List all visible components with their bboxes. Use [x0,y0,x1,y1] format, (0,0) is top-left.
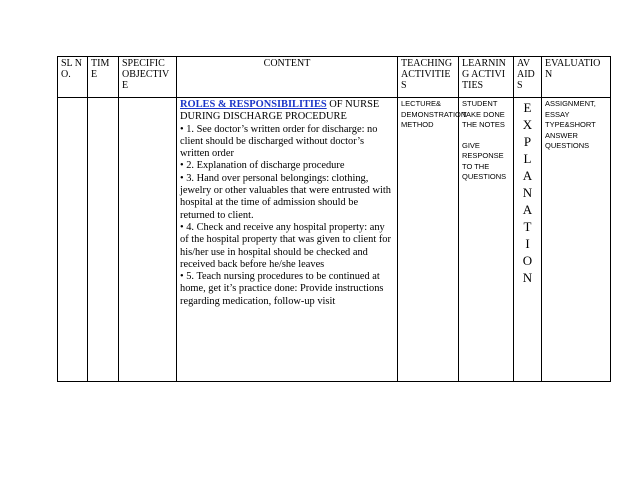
header-time: TIME [88,57,119,98]
header-row [58,57,611,98]
cell-evaluation: ASSIGNMENT, ESSAY TYPE&SHORT ANSWER QUESTIONS [542,98,611,382]
header-evaluation: EVALUATION [542,57,611,98]
header-specific-objective: SPECIFIC OBJECTIVE [119,57,177,98]
av-letter: O [522,253,533,268]
content-row [58,98,611,382]
learning-gap [462,131,510,141]
content-heading [180,99,379,122]
content-point-4: • 4. Check and receive any hospital property: any of the hospital property that was given to client for his/her use in hospital should be checked and received back before he/she leaves [180,221,391,270]
cell-teaching-activities: LECTURE& DEMONSTRATION METHOD [398,98,459,382]
content-point-2: • 2. Explanation of discharge procedure [180,160,345,172]
header-learning-activities: LEARNING ACTIVITIES [459,57,514,98]
av-letter: N [522,270,533,285]
cell-time [88,98,119,382]
av-letter: N [522,185,533,200]
content-title-rest: OF NURSE DURING DISCHARGE PROCEDURE [180,99,380,123]
av-letter: L [523,151,532,166]
header-content: CONTENT [177,57,398,98]
cell-specific-objective [119,98,177,382]
av-letter: A [522,168,533,183]
cell-av-aids [514,98,542,382]
content-title-link[interactable]: ROLES & RESPONSIBILITIES [180,99,327,110]
header-sl-no: SL NO. [58,57,88,98]
av-letter: X [522,117,533,132]
cell-learning-activities [459,98,514,382]
content-point-5: • 5. Teach nursing procedures to be continued at home, get it’s practice done: Provide instructions regarding medication, follow-up visit [180,271,384,307]
header-av-aids: AV AIDS [514,57,542,98]
av-letter: T [523,219,532,234]
cell-content [177,98,398,382]
lesson-plan-table [57,56,611,382]
av-letter: P [523,134,532,149]
content-point-3: • 3. Hand over personal belongings: clothing, jewelry or other valuables that were entrusted with hospital at the time of admission should be returned to client. [180,172,391,221]
learning-activity-notes: STUDENT TAKE DONE THE NOTES [462,99,505,129]
header-teaching-activities: TEACHING ACTIVITIES [398,57,459,98]
learning-activity-response: GIVE RESPONSE TO THE QUESTIONS [462,140,507,181]
content-point-1: • 1. See doctor’s written order for discharge: no client should be discharged without doctor’s written order [180,123,378,160]
av-letter: E [523,100,532,115]
cell-sl-no [58,98,88,382]
av-letter: I [525,236,530,251]
av-letter: A [522,202,533,217]
